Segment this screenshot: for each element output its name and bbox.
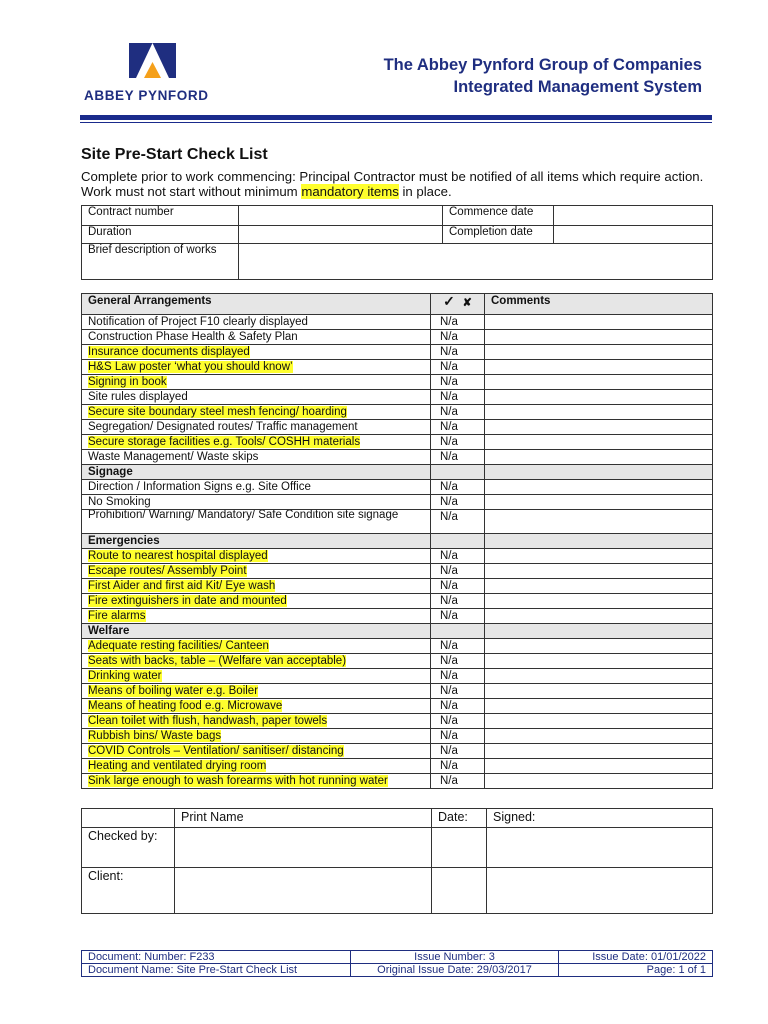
checklist-row	[82, 390, 713, 405]
checklist-item-status[interactable]: N/a	[431, 714, 485, 729]
checklist-item-label	[82, 564, 431, 579]
checklist-item-comment[interactable]	[485, 564, 713, 579]
duration-field[interactable]	[239, 226, 443, 244]
page-number: Page: 1 of 1	[559, 964, 713, 977]
section-title: Signage	[82, 465, 431, 480]
checklist-item-status[interactable]: N/a	[431, 774, 485, 789]
checklist-row	[82, 699, 713, 714]
checklist-item-comment[interactable]	[485, 684, 713, 699]
checklist-item-text: Heating and ventilated drying room	[88, 760, 267, 772]
checklist-item-status[interactable]: N/a	[431, 579, 485, 594]
checklist-item-status[interactable]: N/a	[431, 405, 485, 420]
checklist-item-text: Route to nearest hospital displayed	[88, 550, 268, 562]
completion-date-label: Completion date	[443, 226, 554, 244]
checklist-item-comment[interactable]	[485, 390, 713, 405]
checklist-item-label	[82, 480, 431, 495]
checklist-item-status[interactable]: N/a	[431, 390, 485, 405]
checklist-item-status[interactable]: N/a	[431, 345, 485, 360]
intro-highlight: mandatory items	[301, 183, 399, 199]
checklist-item-text: Drinking water	[88, 670, 162, 682]
checklist-item-text: Direction / Information Signs e.g. Site Office	[88, 481, 311, 493]
checklist-item-label	[82, 579, 431, 594]
checklist-row	[82, 480, 713, 495]
checklist-item-text: Prohibition/ Warning/ Mandatory/ Safe Condition site signage	[88, 509, 399, 521]
checklist-item-comment[interactable]	[485, 759, 713, 774]
checklist-item-comment[interactable]	[485, 729, 713, 744]
checklist-item-label	[82, 744, 431, 759]
checklist-item-text: First Aider and first aid Kit/ Eye wash	[88, 580, 276, 592]
checklist-item-status[interactable]: N/a	[431, 450, 485, 465]
checklist-item-comment[interactable]	[485, 495, 713, 510]
original-issue-date: Original Issue Date: 29/03/2017	[351, 964, 559, 977]
checklist-item-text: Escape routes/ Assembly Point	[88, 565, 247, 577]
tick-cross-header	[431, 294, 485, 315]
checklist-item-label	[82, 594, 431, 609]
tick-icon: ✓	[443, 293, 455, 309]
project-info-table	[81, 205, 713, 280]
intro-text	[81, 170, 713, 199]
checklist-item-label	[82, 390, 431, 405]
client-date-field[interactable]	[432, 868, 487, 914]
checklist-item-comment[interactable]	[485, 639, 713, 654]
checklist-item-label	[82, 375, 431, 390]
duration-label: Duration	[82, 226, 239, 244]
checklist-item-label	[82, 360, 431, 375]
checklist-item-comment[interactable]	[485, 549, 713, 564]
checklist-item-text: Secure storage facilities e.g. Tools/ COSHH materials	[88, 436, 361, 448]
checklist-item-label	[82, 549, 431, 564]
checked-by-date-field[interactable]	[432, 828, 487, 868]
section-title: Welfare	[82, 624, 431, 639]
checklist-item-label	[82, 315, 431, 330]
commence-date-label: Commence date	[443, 206, 554, 226]
checklist-row	[82, 564, 713, 579]
checklist-item-text: Notification of Project F10 clearly displayed	[88, 316, 308, 328]
checklist-item-status[interactable]: N/a	[431, 549, 485, 564]
checklist-item-label	[82, 345, 431, 360]
checklist-item-comment[interactable]	[485, 669, 713, 684]
completion-date-field[interactable]	[554, 226, 713, 244]
checklist-item-text: Seats with backs, table – (Welfare van acceptable)	[88, 655, 347, 667]
checklist-row	[82, 405, 713, 420]
section-row	[82, 534, 713, 549]
checklist-item-comment[interactable]	[485, 480, 713, 495]
checklist-item-text: No Smoking	[88, 496, 151, 508]
checklist-row	[82, 654, 713, 669]
section-check-cell	[431, 534, 485, 549]
issue-number: Issue Number: 3	[351, 951, 559, 964]
section-comment-cell	[485, 534, 713, 549]
commence-date-field[interactable]	[554, 206, 713, 226]
checklist-item-label	[82, 669, 431, 684]
checklist-row	[82, 495, 713, 510]
checklist-item-status[interactable]: N/a	[431, 435, 485, 450]
checklist-item-comment[interactable]	[485, 714, 713, 729]
issue-date: Issue Date: 01/01/2022	[559, 951, 713, 964]
checklist-item-text: Means of heating food e.g. Microwave	[88, 700, 283, 712]
signoff-table	[81, 808, 713, 914]
checklist-row	[82, 579, 713, 594]
checklist-table	[81, 293, 713, 789]
checklist-item-status[interactable]: N/a	[431, 609, 485, 624]
checklist-item-status[interactable]: N/a	[431, 375, 485, 390]
checklist-item-label	[82, 609, 431, 624]
checklist-row	[82, 639, 713, 654]
checklist-item-comment[interactable]	[485, 330, 713, 345]
date-header: Date:	[432, 809, 487, 828]
contract-number-label: Contract number	[82, 206, 239, 226]
checklist-row	[82, 510, 713, 534]
client-label: Client:	[82, 868, 175, 914]
checklist-row	[82, 549, 713, 564]
checklist-row	[82, 435, 713, 450]
checklist-item-comment[interactable]	[485, 594, 713, 609]
checklist-item-label	[82, 510, 431, 534]
checklist-item-label	[82, 699, 431, 714]
checklist-item-text: Insurance documents displayed	[88, 346, 250, 358]
checklist-item-status[interactable]: N/a	[431, 315, 485, 330]
checklist-item-comment[interactable]	[485, 609, 713, 624]
checklist-item-text: Sink large enough to wash forearms with hot running water	[88, 775, 388, 787]
checklist-item-status[interactable]: N/a	[431, 729, 485, 744]
checklist-item-text: Signing in book	[88, 376, 167, 388]
section-row	[82, 624, 713, 639]
doc-name: Document Name: Site Pre-Start Check List	[82, 964, 351, 977]
checklist-item-label	[82, 330, 431, 345]
checklist-item-comment[interactable]	[485, 450, 713, 465]
checked-by-signature-field[interactable]	[487, 828, 713, 868]
checklist-item-label	[82, 495, 431, 510]
checklist-row	[82, 330, 713, 345]
checklist-item-text: Fire alarms	[88, 610, 146, 622]
signoff-corner	[82, 809, 175, 828]
company-name: The Abbey Pynford Group of Companies	[383, 56, 702, 74]
checklist-item-label	[82, 639, 431, 654]
cross-icon: ✘	[462, 297, 472, 309]
checked-by-name-field[interactable]	[175, 828, 432, 868]
checklist-item-label	[82, 759, 431, 774]
checklist-row	[82, 759, 713, 774]
section-comment-cell	[485, 465, 713, 480]
checklist-item-status[interactable]: N/a	[431, 759, 485, 774]
document-footer	[81, 950, 713, 977]
checklist-item-status[interactable]: N/a	[431, 594, 485, 609]
checklist-item-status[interactable]: N/a	[431, 639, 485, 654]
checklist-item-label	[82, 654, 431, 669]
checklist-item-comment[interactable]	[485, 744, 713, 759]
brief-description-field[interactable]	[239, 244, 713, 280]
system-name: Integrated Management System	[453, 78, 702, 96]
checklist-item-label	[82, 405, 431, 420]
checklist-item-text: Segregation/ Designated routes/ Traffic management	[88, 421, 358, 433]
checklist-item-comment[interactable]	[485, 345, 713, 360]
checklist-row	[82, 450, 713, 465]
client-signature-field[interactable]	[487, 868, 713, 914]
checklist-item-text: Site rules displayed	[88, 391, 188, 403]
checklist-item-status[interactable]: N/a	[431, 669, 485, 684]
checklist-item-comment[interactable]	[485, 435, 713, 450]
checklist-item-label	[82, 714, 431, 729]
checklist-item-text: Waste Management/ Waste skips	[88, 451, 259, 463]
checklist-item-status[interactable]: N/a	[431, 684, 485, 699]
section-check-cell	[431, 465, 485, 480]
general-arrangements-header: General Arrangements	[82, 294, 431, 315]
checklist-item-status[interactable]: N/a	[431, 699, 485, 714]
checklist-item-status[interactable]: N/a	[431, 654, 485, 669]
checklist-item-text: Means of boiling water e.g. Boiler	[88, 685, 259, 697]
checklist-item-comment[interactable]	[485, 654, 713, 669]
checklist-item-text: Construction Phase Health & Safety Plan	[88, 331, 298, 343]
checklist-row	[82, 420, 713, 435]
checklist-item-comment[interactable]	[485, 579, 713, 594]
checklist-row	[82, 729, 713, 744]
checklist-row	[82, 609, 713, 624]
checklist-item-comment[interactable]	[485, 510, 713, 534]
brief-description-label: Brief description of works	[82, 244, 239, 280]
checklist-item-status[interactable]: N/a	[431, 420, 485, 435]
checklist-item-comment[interactable]	[485, 420, 713, 435]
checklist-item-status[interactable]: N/a	[431, 495, 485, 510]
checklist-row	[82, 744, 713, 759]
checklist-item-text: Clean toilet with flush, handwash, paper towels	[88, 715, 328, 727]
header-rule-thin	[80, 122, 712, 123]
checklist-item-comment[interactable]	[485, 774, 713, 789]
print-name-header: Print Name	[175, 809, 432, 828]
section-row	[82, 465, 713, 480]
checklist-item-comment[interactable]	[485, 699, 713, 714]
signed-header: Signed:	[487, 809, 713, 828]
intro-part1: Complete prior to work commencing: Principal Contractor must be notified of all items which require action. Work must not start without minimum	[81, 169, 704, 199]
checklist-row	[82, 714, 713, 729]
checklist-item-comment[interactable]	[485, 315, 713, 330]
doc-number: Document: Number: F233	[82, 951, 351, 964]
checklist-row	[82, 315, 713, 330]
checklist-item-status[interactable]: N/a	[431, 360, 485, 375]
checklist-row	[82, 669, 713, 684]
checklist-item-text: H&S Law poster ‘what you should know’	[88, 361, 293, 373]
intro-part2: in place.	[398, 183, 452, 199]
section-check-cell	[431, 624, 485, 639]
contract-number-field[interactable]	[239, 206, 443, 226]
checklist-item-label	[82, 435, 431, 450]
checklist-item-label	[82, 450, 431, 465]
checklist-item-text: Rubbish bins/ Waste bags	[88, 730, 222, 742]
checklist-item-comment[interactable]	[485, 375, 713, 390]
checklist-item-status[interactable]: N/a	[431, 510, 485, 534]
checklist-row	[82, 345, 713, 360]
checklist-item-text: COVID Controls – Ventilation/ sanitiser/ distancing	[88, 745, 344, 757]
section-title: Emergencies	[82, 534, 431, 549]
checklist-item-status[interactable]: N/a	[431, 330, 485, 345]
header-rule	[80, 115, 712, 120]
checklist-item-label	[82, 684, 431, 699]
checklist-item-status[interactable]: N/a	[431, 564, 485, 579]
logo-text: ABBEY PYNFORD	[84, 88, 209, 103]
comments-header: Comments	[485, 294, 713, 315]
checklist-row	[82, 774, 713, 789]
checklist-item-label	[82, 729, 431, 744]
company-heading	[384, 54, 702, 98]
client-name-field[interactable]	[175, 868, 432, 914]
checklist-item-status[interactable]: N/a	[431, 480, 485, 495]
checklist-row	[82, 360, 713, 375]
checklist-item-comment[interactable]	[485, 405, 713, 420]
section-comment-cell	[485, 624, 713, 639]
checklist-row	[82, 375, 713, 390]
checklist-item-label	[82, 420, 431, 435]
checklist-row	[82, 594, 713, 609]
checklist-item-text: Adequate resting facilities/ Canteen	[88, 640, 269, 652]
checklist-item-comment[interactable]	[485, 360, 713, 375]
page-title: Site Pre-Start Check List	[81, 146, 268, 163]
checklist-item-label	[82, 774, 431, 789]
checklist-item-text: Fire extinguishers in date and mounted	[88, 595, 287, 607]
checked-by-label: Checked by:	[82, 828, 175, 868]
checklist-item-text: Secure site boundary steel mesh fencing/ hoarding	[88, 406, 347, 418]
checklist-item-status[interactable]: N/a	[431, 744, 485, 759]
checklist-row	[82, 684, 713, 699]
